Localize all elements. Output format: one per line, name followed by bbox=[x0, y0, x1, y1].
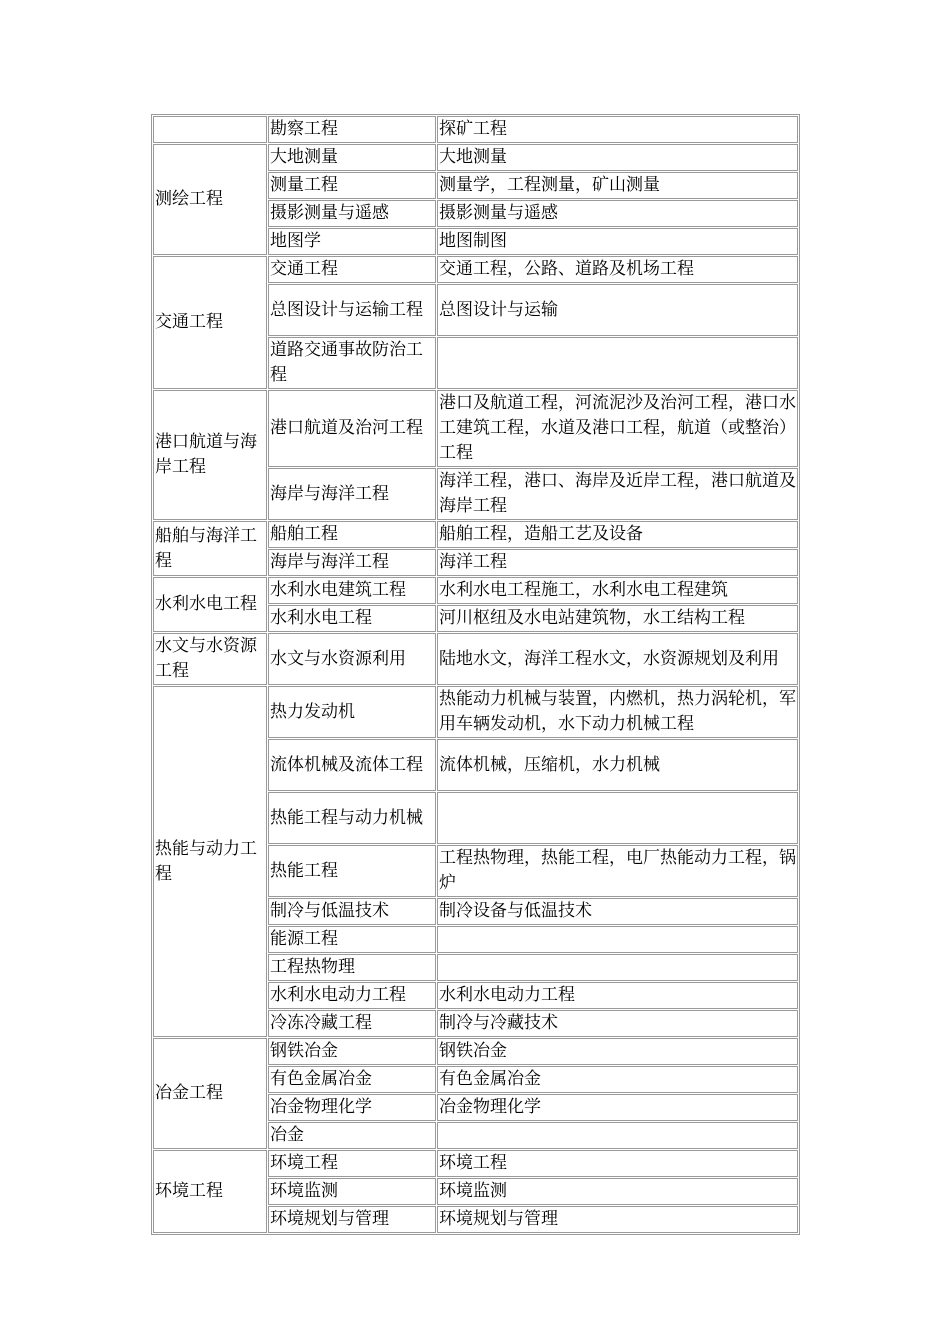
related-cell: 环境监测 bbox=[437, 1178, 798, 1205]
major-cell: 勘察工程 bbox=[268, 116, 436, 143]
major-cell: 地图学 bbox=[268, 228, 436, 255]
related-cell: 测量学，工程测量，矿山测量 bbox=[437, 172, 798, 199]
related-cell: 船舶工程，造船工艺及设备 bbox=[437, 521, 798, 548]
related-cell: 海洋工程 bbox=[437, 549, 798, 576]
related-cell: 河川枢纽及水电站建筑物，水工结构工程 bbox=[437, 605, 798, 632]
major-cell: 工程热物理 bbox=[268, 954, 436, 981]
major-cell: 冶金 bbox=[268, 1122, 436, 1149]
related-cell: 环境规划与管理 bbox=[437, 1206, 798, 1233]
major-cell: 交通工程 bbox=[268, 256, 436, 283]
category-cell: 环境工程 bbox=[153, 1150, 267, 1233]
related-cell: 制冷与冷藏技术 bbox=[437, 1010, 798, 1037]
category-cell: 测绘工程 bbox=[153, 144, 267, 255]
related-cell: 热能动力机械与装置，内燃机，热力涡轮机，军用车辆发动机，水下动力机械工程 bbox=[437, 686, 798, 738]
major-cell: 有色金属冶金 bbox=[268, 1066, 436, 1093]
category-cell: 船舶与海洋工程 bbox=[153, 521, 267, 576]
major-cell: 港口航道及治河工程 bbox=[268, 390, 436, 467]
table-row bbox=[153, 390, 798, 467]
related-cell: 探矿工程 bbox=[437, 116, 798, 143]
related-cell: 工程热物理，热能工程，电厂热能动力工程，锅炉 bbox=[437, 845, 798, 897]
related-cell: 大地测量 bbox=[437, 144, 798, 171]
major-mapping-table bbox=[151, 114, 800, 1235]
related-cell bbox=[437, 337, 798, 389]
major-cell: 能源工程 bbox=[268, 926, 436, 953]
major-cell: 流体机械及流体工程 bbox=[268, 739, 436, 791]
related-cell: 冶金物理化学 bbox=[437, 1094, 798, 1121]
related-cell: 流体机械，压缩机，水力机械 bbox=[437, 739, 798, 791]
major-cell: 热能工程 bbox=[268, 845, 436, 897]
major-cell: 海岸与海洋工程 bbox=[268, 549, 436, 576]
major-cell: 水利水电动力工程 bbox=[268, 982, 436, 1009]
category-cell bbox=[153, 116, 267, 143]
major-cell: 船舶工程 bbox=[268, 521, 436, 548]
major-cell: 环境规划与管理 bbox=[268, 1206, 436, 1233]
table-row bbox=[153, 144, 798, 171]
major-cell: 测量工程 bbox=[268, 172, 436, 199]
major-cell: 总图设计与运输工程 bbox=[268, 284, 436, 336]
major-cell: 摄影测量与遥感 bbox=[268, 200, 436, 227]
table-row bbox=[153, 116, 798, 143]
related-cell: 水利水电动力工程 bbox=[437, 982, 798, 1009]
major-cell: 水利水电工程 bbox=[268, 605, 436, 632]
related-cell: 水利水电工程施工，水利水电工程建筑 bbox=[437, 577, 798, 604]
category-cell: 水文与水资源工程 bbox=[153, 633, 267, 685]
category-cell: 水利水电工程 bbox=[153, 577, 267, 632]
major-cell: 热力发动机 bbox=[268, 686, 436, 738]
major-cell: 热能工程与动力机械 bbox=[268, 792, 436, 844]
related-cell bbox=[437, 954, 798, 981]
table-row bbox=[153, 1150, 798, 1177]
table-row bbox=[153, 633, 798, 685]
related-cell: 地图制图 bbox=[437, 228, 798, 255]
related-cell: 总图设计与运输 bbox=[437, 284, 798, 336]
related-cell: 钢铁冶金 bbox=[437, 1038, 798, 1065]
related-cell bbox=[437, 792, 798, 844]
table-row bbox=[153, 521, 798, 548]
major-cell: 钢铁冶金 bbox=[268, 1038, 436, 1065]
category-cell: 港口航道与海岸工程 bbox=[153, 390, 267, 520]
major-cell: 水文与水资源利用 bbox=[268, 633, 436, 685]
major-cell: 冷冻冷藏工程 bbox=[268, 1010, 436, 1037]
major-cell: 大地测量 bbox=[268, 144, 436, 171]
table-row bbox=[153, 686, 798, 738]
table-row bbox=[153, 577, 798, 604]
category-cell: 热能与动力工程 bbox=[153, 686, 267, 1037]
related-cell bbox=[437, 1122, 798, 1149]
category-cell: 冶金工程 bbox=[153, 1038, 267, 1149]
related-cell: 海洋工程，港口、海岸及近岸工程，港口航道及海岸工程 bbox=[437, 468, 798, 520]
table-row bbox=[153, 256, 798, 283]
major-cell: 制冷与低温技术 bbox=[268, 898, 436, 925]
major-cell: 环境工程 bbox=[268, 1150, 436, 1177]
related-cell: 陆地水文，海洋工程水文，水资源规划及利用 bbox=[437, 633, 798, 685]
related-cell: 交通工程，公路、道路及机场工程 bbox=[437, 256, 798, 283]
related-cell: 港口及航道工程，河流泥沙及治河工程，港口水工建筑工程，水道及港口工程，航道（或整治）工程 bbox=[437, 390, 798, 467]
table-row bbox=[153, 1038, 798, 1065]
related-cell: 制冷设备与低温技术 bbox=[437, 898, 798, 925]
major-cell: 环境监测 bbox=[268, 1178, 436, 1205]
major-cell: 海岸与海洋工程 bbox=[268, 468, 436, 520]
related-cell bbox=[437, 926, 798, 953]
major-cell: 冶金物理化学 bbox=[268, 1094, 436, 1121]
category-cell: 交通工程 bbox=[153, 256, 267, 389]
related-cell: 摄影测量与遥感 bbox=[437, 200, 798, 227]
related-cell: 环境工程 bbox=[437, 1150, 798, 1177]
major-cell: 水利水电建筑工程 bbox=[268, 577, 436, 604]
related-cell: 有色金属冶金 bbox=[437, 1066, 798, 1093]
major-cell: 道路交通事故防治工程 bbox=[268, 337, 436, 389]
